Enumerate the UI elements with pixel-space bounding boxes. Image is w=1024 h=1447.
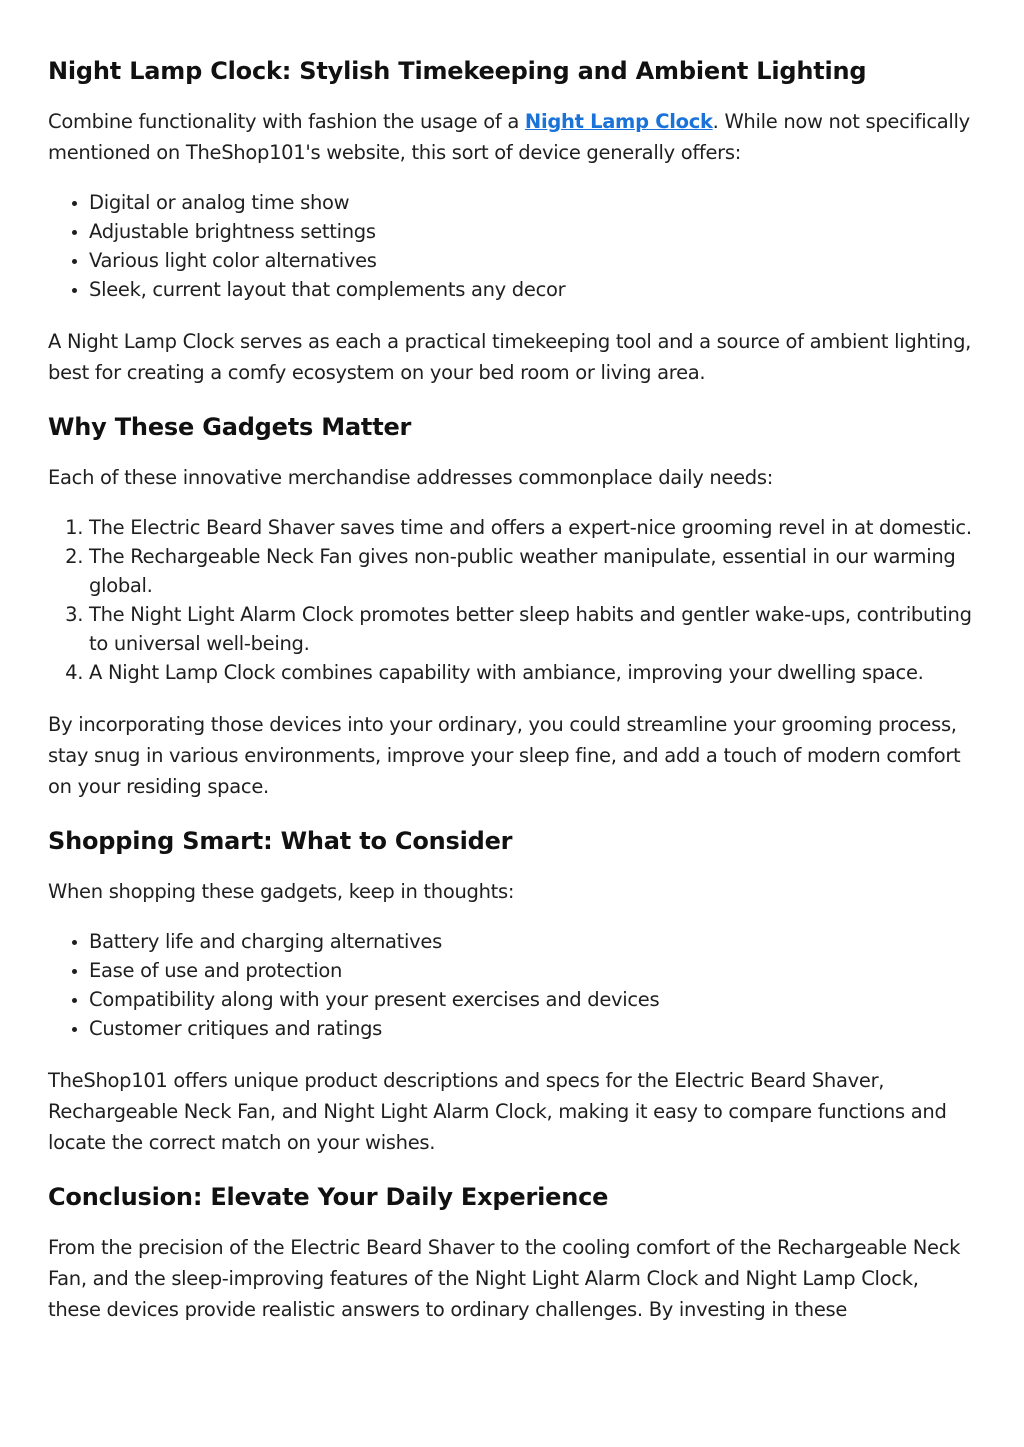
section-heading: Conclusion: Elevate Your Daily Experience xyxy=(48,1183,609,1211)
closing-paragraph: By incorporating those devices into your ordinary, you could streamline your grooming process, stay snug in various environments, improve your sleep fine, and add a touch of modern comfort on your residing space. xyxy=(48,713,961,798)
section-heading: Why These Gadgets Matter xyxy=(48,413,412,441)
features-list xyxy=(48,188,976,304)
list-item: 2. The Rechargeable Neck Fan gives non-public weather manipulate, essential in our warming global. xyxy=(89,542,976,600)
list-item: • Battery life and charging alternatives xyxy=(89,927,976,956)
section-why-gadgets-matter xyxy=(48,410,976,802)
list-item: • Various light color alternatives xyxy=(89,246,976,275)
section-heading: Shopping Smart: What to Consider xyxy=(48,827,513,855)
section-conclusion xyxy=(48,1180,976,1325)
intro-text-before-link: Combine functionality with fashion the usage of a xyxy=(48,110,525,133)
list-item: • Digital or analog time show xyxy=(89,188,976,217)
section-shopping-smart xyxy=(48,824,976,1158)
closing-paragraph: A Night Lamp Clock serves as each a practical timekeeping tool and a source of ambient lighting, best for creating a comfy ecosystem on your bed room or living area. xyxy=(48,330,972,384)
list-item: • Compatibility along with your present exercises and devices xyxy=(89,985,976,1014)
intro-text-after-link: . While now not specifically mentioned on TheShop101's website, this sort of device generally offers: xyxy=(48,110,970,164)
intro-paragraph xyxy=(48,106,976,168)
night-lamp-clock-link[interactable]: Night Lamp Clock xyxy=(524,110,713,133)
considerations-list xyxy=(48,927,976,1043)
body-paragraph: From the precision of the Electric Beard Shaver to the cooling comfort of the Rechargeable Neck Fan, and the sleep-improving features of the Night Light Alarm Clock and Night Lamp Clock, these devices provide realistic answers to ordinary challenges. By investing in these xyxy=(48,1236,961,1321)
list-item: 3. The Night Light Alarm Clock promotes better sleep habits and gentler wake-ups, contributing to universal well-being. xyxy=(89,600,976,658)
list-item: • Customer critiques and ratings xyxy=(89,1014,976,1043)
list-item: 4. A Night Lamp Clock combines capability with ambiance, improving your dwelling space. xyxy=(89,658,976,687)
section-night-lamp-clock xyxy=(48,54,976,388)
list-item: • Ease of use and protection xyxy=(89,956,976,985)
list-item: • Adjustable brightness settings xyxy=(89,217,976,246)
list-item: 1. The Electric Beard Shaver saves time and offers a expert-nice grooming revel in at domestic. xyxy=(89,513,976,542)
closing-paragraph: TheShop101 offers unique product descriptions and specs for the Electric Beard Shaver, Rechargeable Neck Fan, and Night Light Alarm Clock, making it easy to compare functions and locate the correct match on your wishes. xyxy=(48,1069,947,1154)
intro-paragraph: When shopping these gadgets, keep in thoughts: xyxy=(48,880,515,903)
list-item: • Sleek, current layout that complements any decor xyxy=(89,275,976,304)
section-heading: Night Lamp Clock: Stylish Timekeeping and Ambient Lighting xyxy=(48,57,867,85)
needs-list xyxy=(48,513,976,687)
intro-paragraph: Each of these innovative merchandise addresses commonplace daily needs: xyxy=(48,466,773,489)
